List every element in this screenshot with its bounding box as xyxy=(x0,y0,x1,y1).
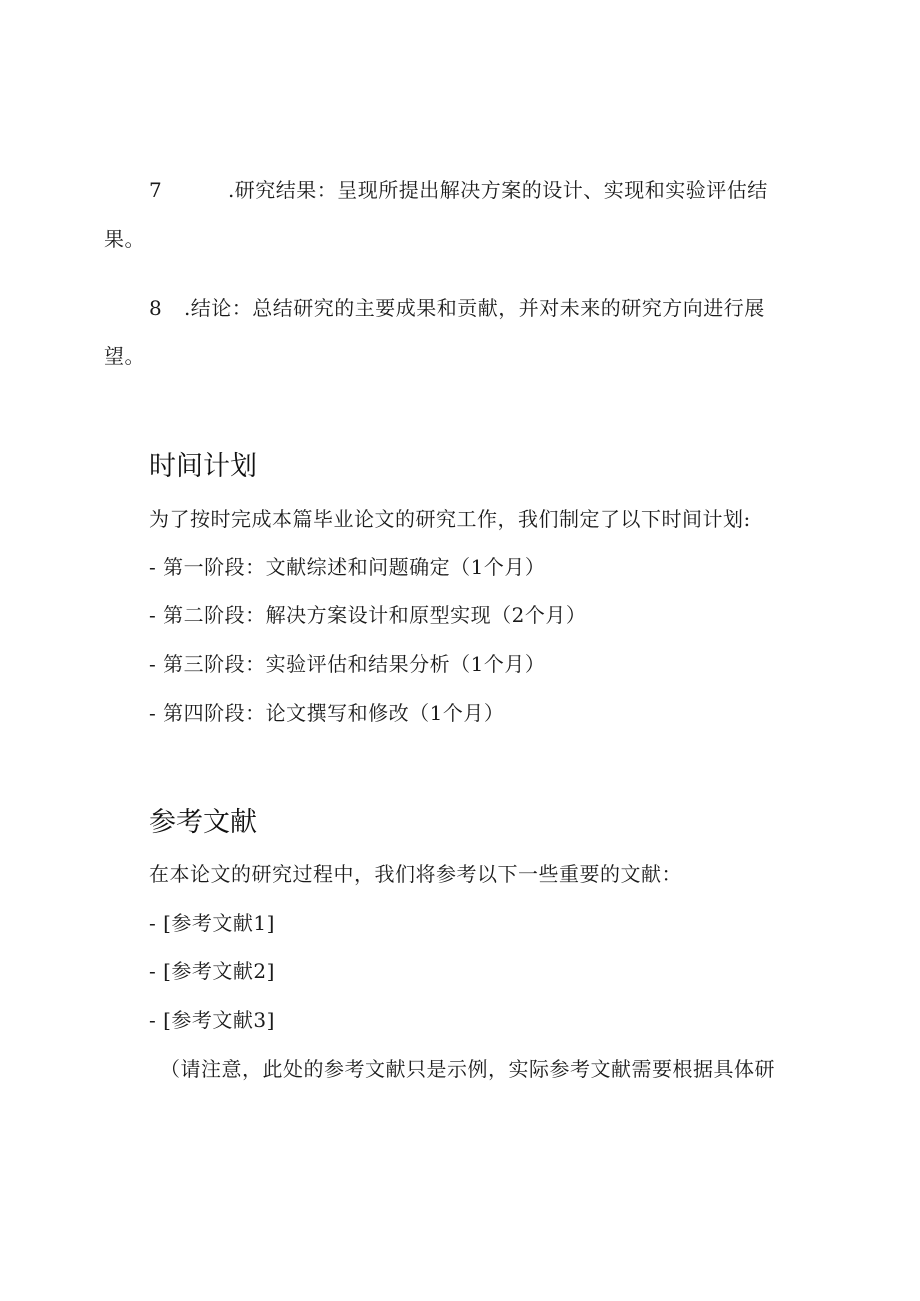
list-item-conclusion-continuation: 望。 xyxy=(104,344,145,368)
section-heading-references: 参考文献 xyxy=(149,807,257,838)
item-text: .研究结果：呈现所提出解决方案的设计、实现和实验评估结 xyxy=(227,178,768,202)
item-number: 8 xyxy=(149,296,163,320)
schedule-intro: 为了按时完成本篇毕业论文的研究工作，我们制定了以下时间计划: xyxy=(149,507,751,531)
schedule-item: - 第三阶段：实验评估和结果分析（1个月） xyxy=(149,652,546,676)
schedule-item: - 第二阶段：解决方案设计和原型实现（2个月） xyxy=(149,603,587,627)
list-item-results-continuation: 果。 xyxy=(104,227,145,251)
schedule-item: - 第四阶段：论文撰写和修改（1个月） xyxy=(149,701,505,725)
references-note: （请注意，此处的参考文献只是示例，实际参考文献需要根据具体研 xyxy=(160,1057,775,1081)
section-heading-schedule: 时间计划 xyxy=(149,451,257,482)
list-item-results xyxy=(149,176,768,204)
schedule-item: - 第一阶段：文献综述和问题确定（1个月） xyxy=(149,555,546,579)
reference-item: - [参考文献3] xyxy=(149,1008,275,1032)
item-text: .结论：总结研究的主要成果和贡献，并对未来的研究方向进行展 xyxy=(183,296,765,320)
item-number: 7 xyxy=(149,178,163,202)
reference-item: - [参考文献2] xyxy=(149,959,275,983)
references-intro: 在本论文的研究过程中，我们将参考以下一些重要的文献： xyxy=(149,862,682,886)
reference-item: - [参考文献1] xyxy=(149,911,275,935)
list-item-conclusion xyxy=(149,294,765,322)
